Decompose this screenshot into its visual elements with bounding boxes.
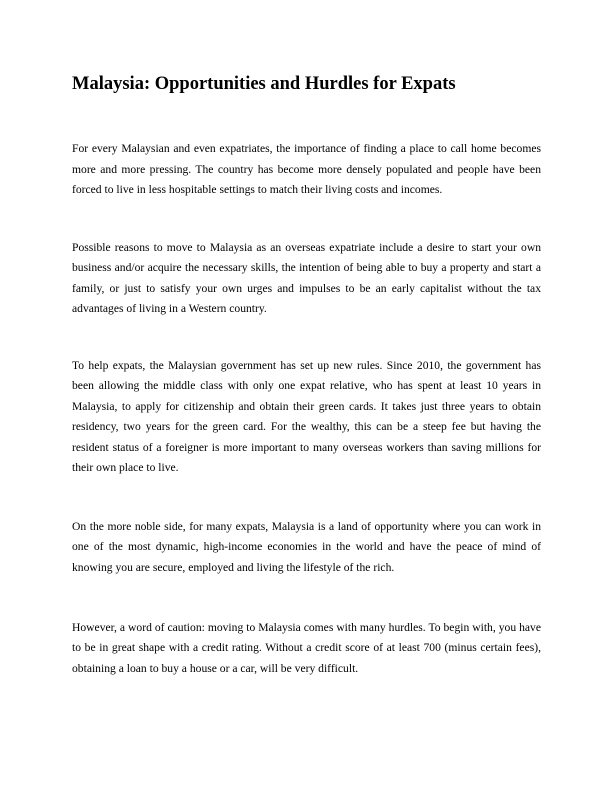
paragraph-4: On the more noble side, for many expats, Malaysia is a land of opportunity where you can work in one of the most dynamic, high-income economies in the world and have the peace of mind of knowing you are secure, employed and living the lifestyle of the rich. <box>72 519 541 574</box>
paragraph-5: However, a word of caution: moving to Malaysia comes with many hurdles. To begin with, you have to be in great shape with a credit rating. Without a credit score of at least 700 (minus certain fees), obtaining a loan to buy a house or a car, will be very difficult. <box>72 620 541 675</box>
paragraph-1: For every Malaysian and even expatriates, the importance of finding a place to call home becomes more and more pressing. The country has become more densely populated and people have been forced to live in less hospitable settings to match their living costs and incomes. <box>72 142 541 196</box>
paragraph-2: Possible reasons to move to Malaysia as an overseas expatriate include a desire to start your own business and/or acquire the necessary skills, the intention of being able to buy a property and start a family, or just to satisfy your own urges and impulses to be an early capitalist without the tax advantages of living in a Western country. <box>72 240 541 315</box>
paragraph-3: To help expats, the Malaysian government has set up new rules. Since 2010, the government has been allowing the middle class with only one expat relative, who has spent at least 10 years in Malaysia, to apply for citizenship and obtain their green cards. It takes just three years to obtain residency, two years for the green card. For the wealthy, this can be a steep fee but having the resident status of a foreigner is more important to many overseas workers than saving millions for their own place to live. <box>72 358 541 474</box>
document-title: Malaysia: Opportunities and Hurdles for Expats <box>72 74 456 94</box>
